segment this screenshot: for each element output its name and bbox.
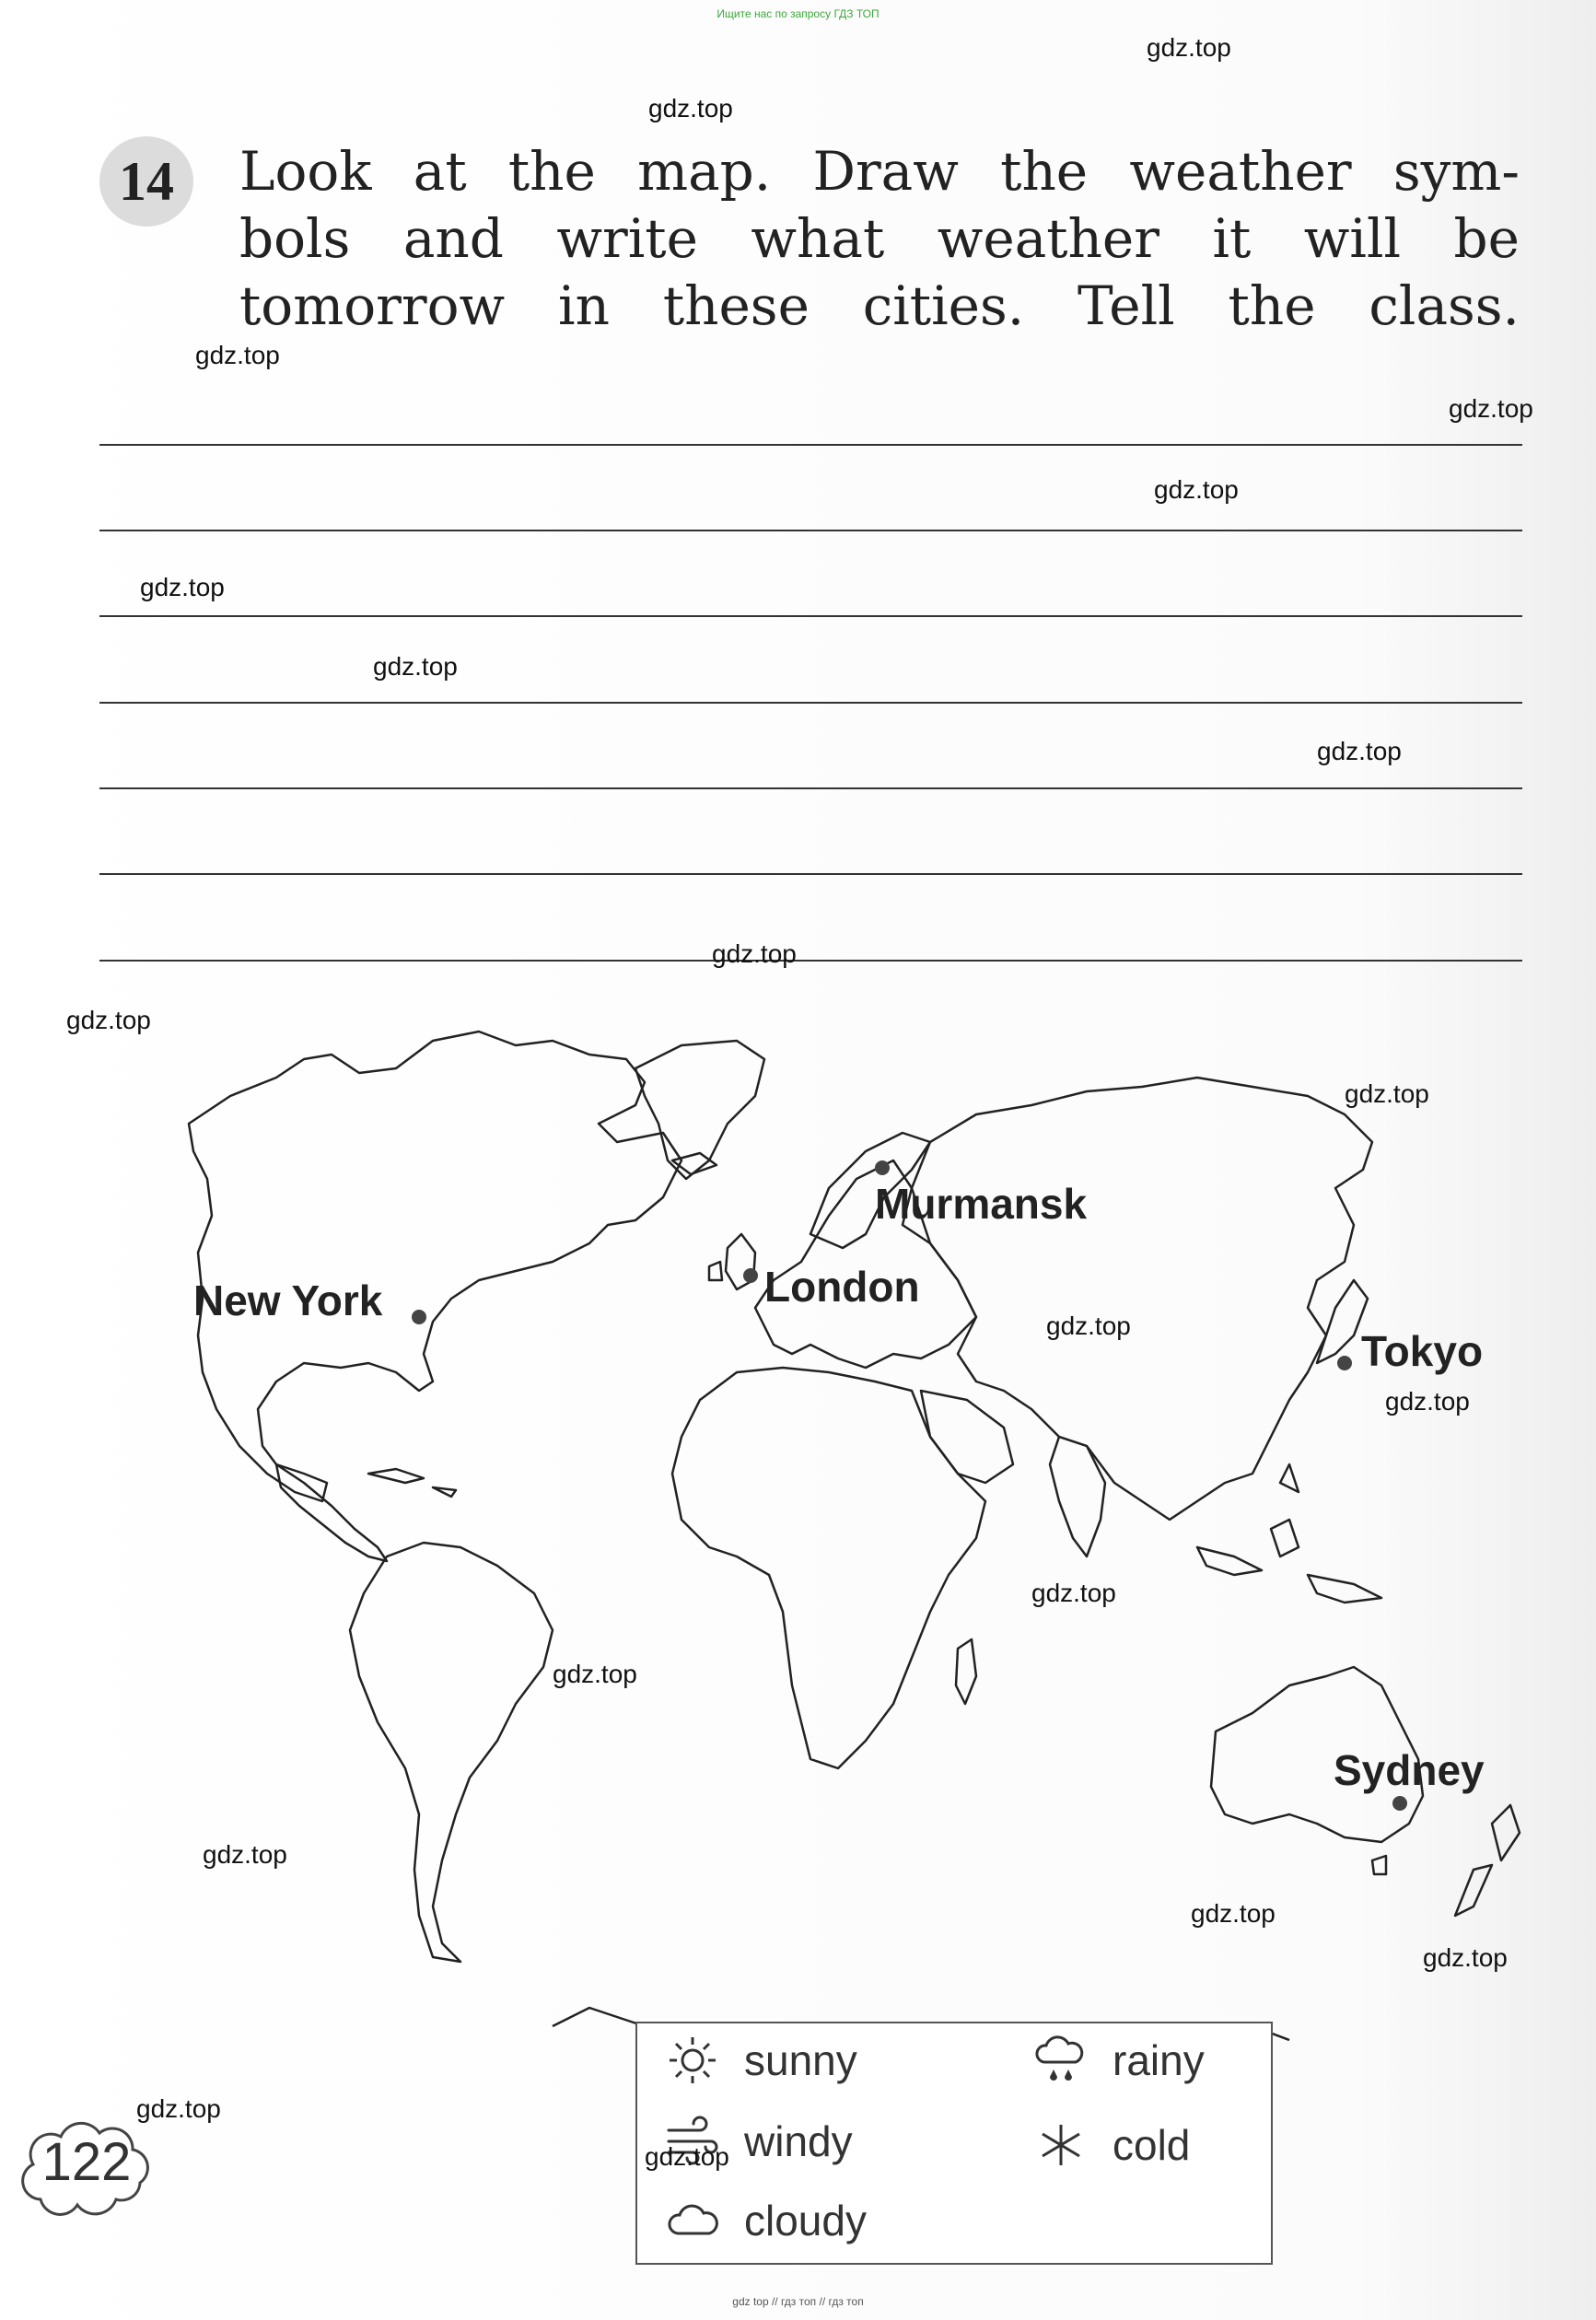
writing-line[interactable] xyxy=(99,873,1522,875)
central-america-outline xyxy=(276,1464,387,1561)
instruction-line: tomorrow in these cities. Tell the class. xyxy=(239,274,1520,337)
caribbean-islands xyxy=(368,1469,456,1497)
cloud-icon xyxy=(665,2195,720,2246)
watermark: gdz.top xyxy=(1385,1387,1470,1416)
murmansk-marker xyxy=(875,1160,890,1175)
watermark: gdz.top xyxy=(1423,1943,1508,1972)
watermark: gdz.top xyxy=(373,652,458,681)
bottom-banner[interactable]: gdz top // гдз топ // гдз топ xyxy=(732,2295,864,2308)
watermark: gdz.top xyxy=(1449,394,1533,423)
legend-sunny xyxy=(665,2034,857,2086)
writing-line[interactable] xyxy=(99,787,1522,789)
exercise-number: 14 xyxy=(119,151,174,212)
watermark: gdz.top xyxy=(1317,737,1402,765)
watermark: gdz.top xyxy=(203,1840,287,1869)
writing-line[interactable] xyxy=(99,960,1522,962)
legend-cold xyxy=(1033,2119,1190,2171)
writing-line[interactable] xyxy=(99,530,1522,531)
legend-cloudy xyxy=(665,2195,867,2246)
snowflake-icon xyxy=(1033,2119,1089,2171)
legend-cold-label: cold xyxy=(1113,2121,1191,2169)
instruction-line: bols and write what weather it will be xyxy=(239,207,1520,270)
world-map xyxy=(0,1004,1596,2183)
south-america-outline xyxy=(350,1543,553,1962)
exercise-instructions xyxy=(239,138,1520,340)
legend-rainy-label: rainy xyxy=(1113,2036,1205,2084)
southeast-asia-islands xyxy=(1197,1464,1381,1603)
writing-line[interactable] xyxy=(99,615,1522,617)
sydney-marker xyxy=(1392,1796,1407,1811)
watermark: gdz.top xyxy=(712,939,797,968)
legend-sunny-label: sunny xyxy=(744,2036,857,2084)
legend-rainy xyxy=(1033,2034,1205,2086)
africa-outline xyxy=(672,1368,985,1768)
watermark: gdz.top xyxy=(1154,475,1239,504)
rain-cloud-icon xyxy=(1033,2034,1089,2086)
madagascar-outline xyxy=(956,1639,976,1704)
japan-outline xyxy=(1317,1280,1368,1363)
asia-outline xyxy=(912,1078,1372,1520)
watermark: gdz.top xyxy=(1046,1312,1131,1340)
london-marker xyxy=(743,1268,758,1283)
north-america-outline xyxy=(189,1032,682,1501)
watermark: gdz.top xyxy=(1191,1899,1276,1928)
city-new-york: New York xyxy=(193,1277,383,1324)
new-york-marker xyxy=(412,1310,426,1324)
city-murmansk: Murmansk xyxy=(875,1180,1088,1228)
tokyo-marker xyxy=(1337,1356,1352,1370)
watermark: gdz.top xyxy=(66,1006,151,1034)
india-outline xyxy=(1050,1437,1105,1556)
watermark: gdz.top xyxy=(1031,1579,1116,1607)
city-sydney: Sydney xyxy=(1334,1746,1485,1794)
tasmania-outline xyxy=(1372,1856,1386,1874)
city-tokyo: Tokyo xyxy=(1361,1327,1484,1375)
arabia-outline xyxy=(921,1391,1013,1483)
legend-cloudy-label: cloudy xyxy=(744,2197,867,2244)
writing-line[interactable] xyxy=(99,702,1522,704)
instruction-line: Look at the map. Draw the weather sym- xyxy=(239,140,1520,203)
top-banner[interactable]: Ищите нас по запросу ГДЗ ТОП xyxy=(716,7,880,20)
writing-line[interactable] xyxy=(99,444,1522,446)
city-london: London xyxy=(764,1263,920,1311)
legend-windy-label: windy xyxy=(744,2117,853,2165)
new-zealand-outline xyxy=(1455,1805,1520,1916)
watermark: gdz.top xyxy=(1345,1079,1429,1108)
watermark: gdz.top xyxy=(1147,33,1231,62)
weather-legend xyxy=(635,2022,1273,2265)
watermark: gdz.top xyxy=(136,2094,221,2123)
watermark: gdz.top xyxy=(140,573,225,601)
page-number: 122 xyxy=(41,2132,132,2192)
sun-icon xyxy=(665,2034,720,2086)
watermark: gdz.top xyxy=(553,1660,637,1688)
greenland-outline xyxy=(635,1041,764,1179)
watermark: gdz.top xyxy=(648,94,733,122)
watermark: gdz.top xyxy=(195,341,280,369)
watermark: gdz.top xyxy=(645,2142,729,2171)
